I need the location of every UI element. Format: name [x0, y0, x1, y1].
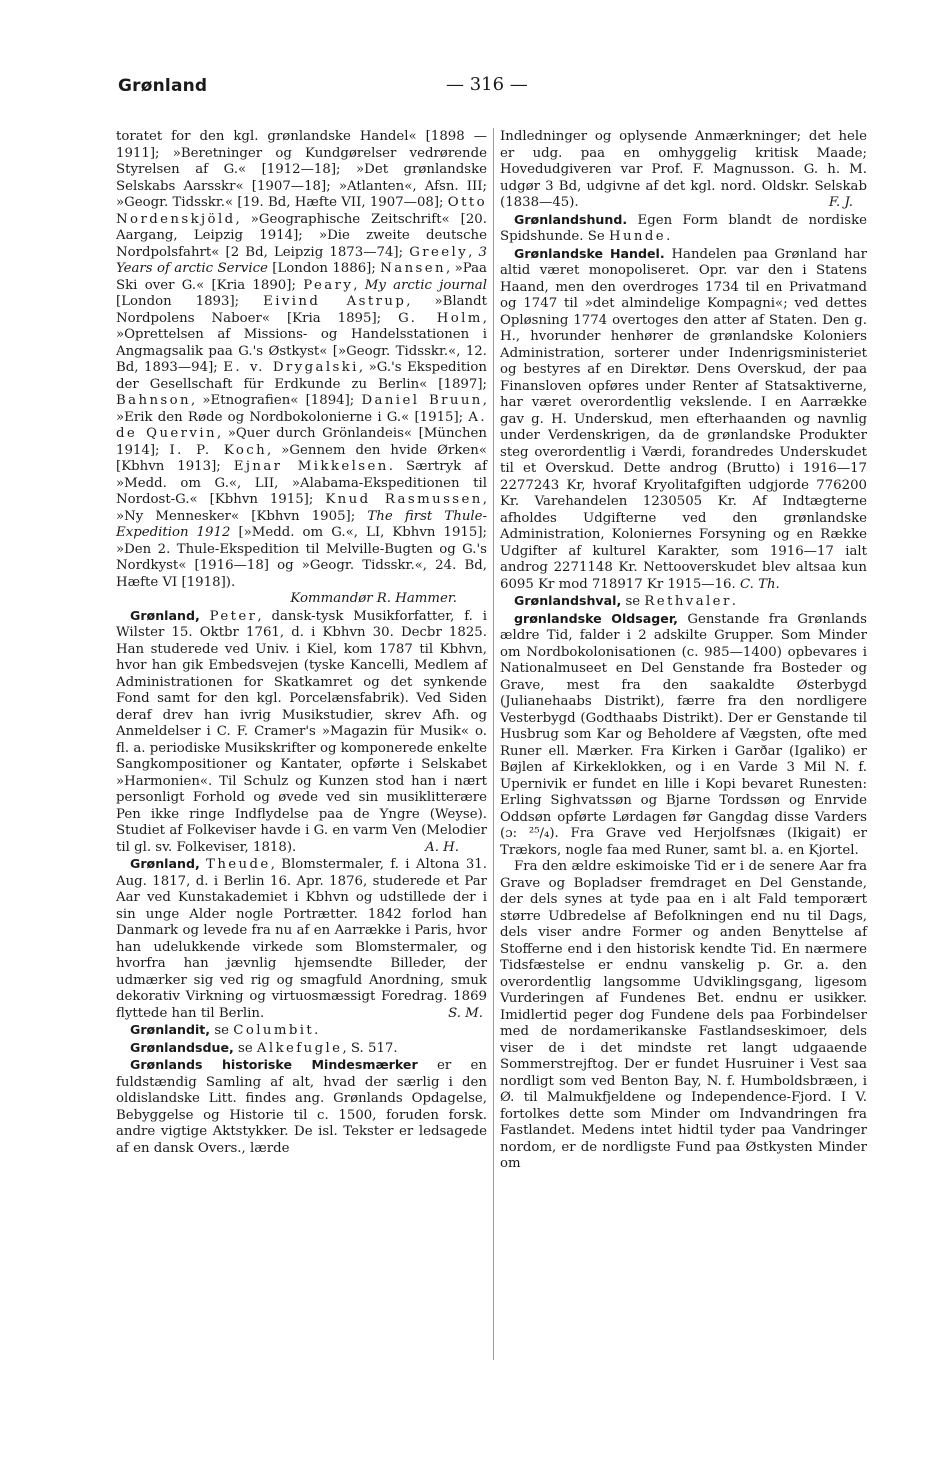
entry-gronlandshval: Grønlandshval, se Rethvaler.: [514, 593, 736, 609]
headword: Grønlandshund.: [514, 211, 628, 227]
continued-bibliography: toratet for den kgl. grønlandske Handel« [1898 —1911]; »Beretninger og Kundgørelser vedrørende Styrelsen af G.« [1912—18]; »Det grønlandske Selskabs Aarsskr« [1907—18]; »Atlanten«, Afsn. III; »Geogr. Tidsskr.« [19. Bd, Hæfte VII, 1907—08]; Otto Nordenskjöld, »Geographische Zeitschrift« [20. Aargang, Leipzig 1914]; »Die zweite deutsche Nordpolsfahrt« [2 Bd, Leipzig 1873—74]; Greely, 3 Years of arctic Service [London 1886]; Nansen, »Paa Ski over G.« [Kria 1890]; Peary, My arctic journal [London 1893]; Eivind Astrup, »Blandt Nordpolens Naboer« [Kria 1895]; G. Holm, »Oprettelsen af Missions- og Handelsstationen i Angmagsalik paa G.'s Østkyst« [»Geogr. Tidsskr.«, 12. Bd, 1893—94]; E. v. Drygalski, »G.'s Ekspedition der Gesellschaft für Erdkunde zu Berlin« [1897]; Bahnson, »Etnografien« [1894]; Daniel Bruun, »Erik den Røde og Nordbokolonierne i G.« [1915]; A. de Quervin, »Quer durch Grönlandeis« [München 1914]; I. P. Koch, »Gennem den hvide Ørken« [Kbhvn 1913]; Ejnar Mikkelsen. Særtryk af »Medd. om G.«, LII, »Alabama-Ekspeditionen til Nordost-G.« [Kbhvn 1915]; Knud Rasmussen, »Ny Mennesker« [Kbhvn 1905]; The first Thule-Expedition 1912 [»Medd. om G.«, LI, Kbhvn 1915]; »Den 2. Thule-Ekspedition til Melville-Bugten og G.'s Nordkyst« [1916—18] og »Geogr. Tidsskr.«, 24. Bd, Hæfte VI [1918]).: [116, 129, 488, 590]
entry-gronlandit: Grønlandit, se Columbit.: [130, 1022, 319, 1038]
signature: C. Th.: [739, 576, 780, 592]
left-column: [116, 129, 487, 1157]
column-divider: [493, 128, 494, 1360]
signature-hammer: Kommandør R. Hammer.: [290, 591, 457, 606]
running-header: [118, 70, 866, 100]
headword: Grønland,: [130, 607, 200, 623]
signature: S. M.: [448, 1005, 483, 1021]
headword: grønlandske Oldsager,: [514, 610, 678, 626]
headword: Grønlands historiske Mindesmærker: [130, 1057, 418, 1072]
entry-gronlandsdue: Grønlandsdue, se Alkefugle, S. 517.: [130, 1039, 398, 1056]
headword: Grønlandit,: [130, 1022, 211, 1037]
entry-gronlandske-oldsager: grønlandske Oldsager, Genstande fra Grønlands ældre Tid, falder i 2 adskilte Grupper. Som Minder om Nordbokolonisationen (c. 985—1400) opbevares i Nationalmuseet en Del Genstande fra Bosteder og Grave, mest fra den saakaldte Østerbygd (Julianehaabs Distrikt), færre fra den nordligere Vesterbygd (Godthaabs Distrikt). Der er Genstande til Husbrug som Kar og Beholdere af Vægsten, ofte med Runer ell. Mærker. Fra Kirken i Garðar (Igaliko) er Bøjlen af Kirkeklokken, og i en Varde 3 Mil N. f. Upernivik er fundet en lille i Kopi bevaret Runesten: Erling Sighvatssøn og Bjarne Tordssøn og Enrvide Oddsøn opførte Lørdagen før Gangdag disse Varders (ɔ: ²⁵/₄). Fra Grave ved Herjolfsnæs (Ikigait) er Trækors, nogle faa med Runer, samt bl. a. en Kjortel.: [500, 610, 868, 858]
entry-gronland-theude: Grønland, Theude, Blomstermaler, f. i Altona 31. Aug. 1817, d. i Berlin 16. Apr. 1876, studerede et Par Aar ved Kunstakademiet i Kbhvn og udstillede der i sin unge Alder nogle Portrætter. 1842 forlod han Danmark og levede fra nu af en Aarrække i Paris, hvor han udelukkende virkede som Blomstermaler, og hvorfra han jævnlig hjemsendte Billeder, der udmærker sig ved rig og smagfuld Anordning, smuk dekorativ Virkning og virtuosmæssigt Foredrag. 1869 flyttede han til Berlin. S. M.: [116, 856, 487, 1021]
headword: Grønlandshval,: [514, 593, 622, 608]
paragraph-eskimo-period: Fra den ældre eskimoiske Tid er i de senere Aar fra Grave og Bopladser fremdraget en Del Genstande, der dels synes at tyde paa en i alt Fald temporært større Udbredelse af Befolkningen end nu til Dags, dels viser andre Former og anden Benyttelse af Stofferne end i den historisk kendte Tid. En nærmere Tidsfæstelse er endnu vanskelig p. Gr. a. den overordentlig langsomme Udviklingsgang, ligesom Vurderingen af Fundenes Bet. endnu er usikker. Imidlertid peger dog Fundene dels paa Forbindelser med de nordamerikanske Fastlandseskimoer, dels viser de i det mindste ret langt udgaaende Sommerstrejftog. Der er fundet Husruiner i Vest saa nordligt som ved Benton Bay, N. f. Humboldsbræen, i Ø. til Malmukfjeldene og Independence-Fjord. I V. fortolkes dette som Minder om Indvandringen fra Fastlandet. Medens intet hidtil tyder paa Vandringer nordom, er de nordligste Fund paa Østkysten Minder om: [500, 859, 867, 1171]
entry-gronlandshund: Grønlandshund. Egen Form blandt de nordiske Spidshunde. Se Hunde.: [500, 211, 867, 244]
headword: Grønland,: [130, 856, 200, 871]
page-number: — 316 —: [446, 74, 528, 95]
headword: Grønlandsdue,: [130, 1039, 234, 1055]
entry-gronlandske-handel: Grønlandske Handel. Handelen paa Grønland har altid været monopoliseret. Opr. var den i Statens Haand, men den overdroges 1734 til en Privatmand og 1747 til »det almindelige Kompagni«; ved dettes Opløsning 1774 overtoges den atter af Staten. Den g. H., hvorunder henhører de grønlandske Koloniers Administration, sorterer under Indenrigsministeriet og bestyres af en Direktør. Dens Overskud, der paa Finansloven opføres under Renter af Statsaktiverne, har været overordentlig vekslende. I en Aarrække gav g. H. Underskud, men efterhaanden og navnlig under Verdenskrigen, da de grønlandske Produkter steg overordentlig i Værdi, forandredes Underskudet til et Overskud. Dette androg (Brutto) i 1916—17 2277243 Kr, hvoraf Kryolitafgiften udgjorde 776200 Kr. Varehandelen 1230505 Kr. Af Indtægterne afholdes Udgifterne ved den grønlandske Administration, Koloniernes Forsyning og en Række Udgifter af kulturel Karakter, som 1916—17 ialt androg 2271148 Kr. Nettooverskudet blev altsaa kun 6095 Kr mod 718917 Kr 1915—16. C. Th.: [500, 245, 867, 592]
running-head-word: Grønland: [118, 76, 208, 96]
right-column: [500, 129, 867, 1173]
continued-mindesmaerker: Indledninger og oplysende Anmærkninger; det hele er udg. paa en omhyggelig kritisk Maade; Hovedudgiveren var Prof. F. Magnusson. G. h. M. udgør 3 Bd, udgivne af det kgl. nord. Oldskr. Selskab (1838—45). F. J.: [500, 129, 867, 210]
signature: F. J.: [828, 195, 853, 210]
headword: Grønlandske Handel.: [514, 245, 665, 261]
signature: A. H.: [425, 839, 459, 855]
entry-historiske-mindesmaerker: Grønlands historiske Mindesmærker er en fuldstændig Samling af alt, hvad der særlig i den oldislandske Litt. findes ang. Grønlands Opdagelse, Bebyggelse og Historie til c. 1500, foruden forsk. andre vigtige Aktstykker. De isl. Tekster er ledsagede af en dansk Overs., lærde: [116, 1057, 487, 1156]
entry-gronland-peter: Grønland, Peter, dansk-tysk Musikforfatter, f. i Wilster 15. Oktbr 1761, d. i Kbhvn 30. Decbr 1825. Han studerede ved Univ. i Kiel, kom 1787 til Kbhvn, hvor han gik Embedsvejen (tyske Kancelli, Medlem af Administrationen for Skatkamret og det synkende Fond samt for den kgl. Porcelænsfabrik). Ved Siden deraf drev han ivrig Musikstudier, skrev Afh. og Anmeldelser i C. F. Cramer's »Magazin für Musik« o. fl. a. periodiske Musikskrifter og komponerede enkelte Sangkompositioner og Kantater, opførte i Selskabet »Harmonien«. Til Schulz og Kunzen stod han i nært personligt Forhold og øvede ved sin musiklitterære Pen ikke ringe Indflydelse paa de Yngre (Weyse). Studiet af Folkeviser havde i G. en varm Ven (Melodier til gl. sv. Folkeviser, 1818). A. H.: [116, 607, 487, 855]
